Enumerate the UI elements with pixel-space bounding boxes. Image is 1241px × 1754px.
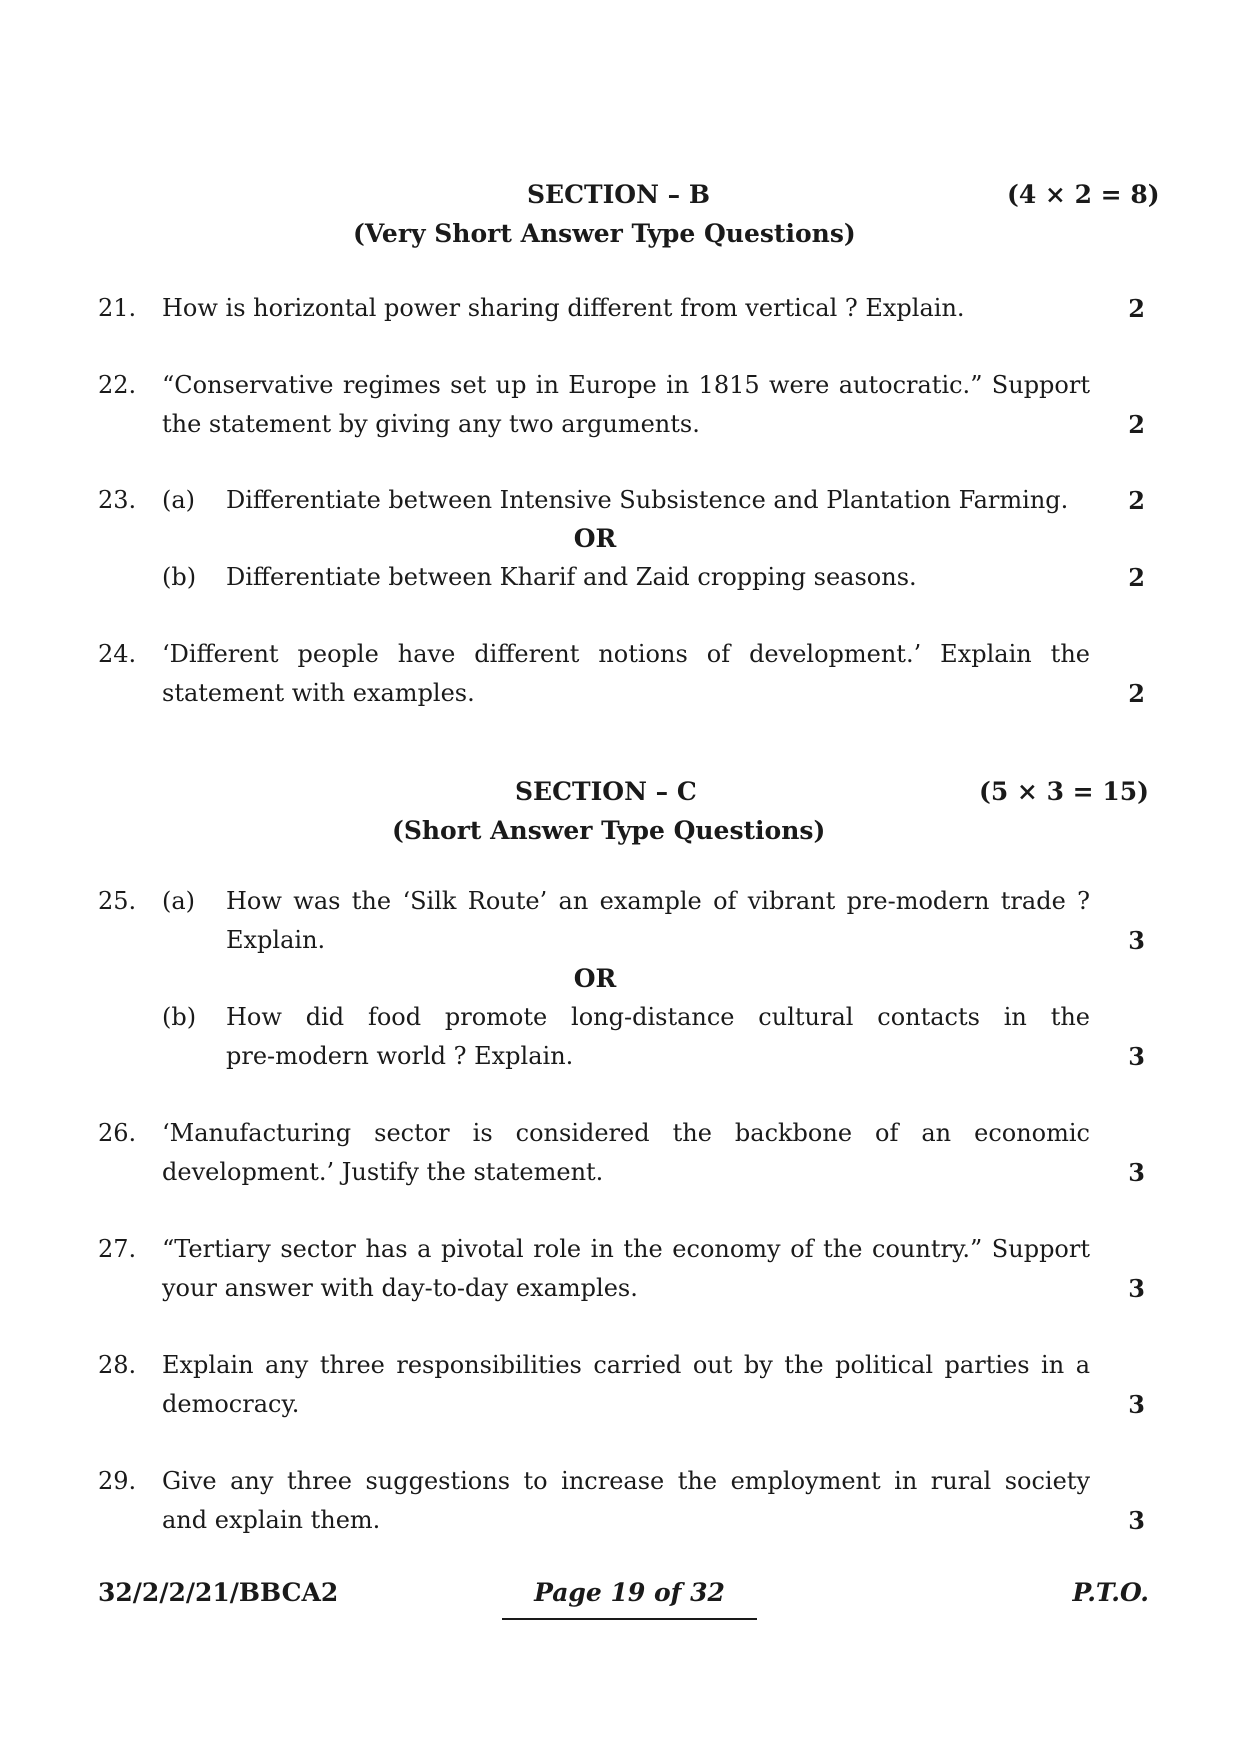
or-separator: OR [573,524,617,553]
question-line: the statement by giving any two arguments. [162,410,700,438]
section-b-subtitle: (Very Short Answer Type Questions) [353,219,856,248]
question-line: How did food promote long-distance cultural contacts in the [226,1003,1090,1031]
question-line: Explain any three responsibilities carried out by the political parties in a [162,1351,1090,1379]
question-number: 22. [98,371,137,399]
question-number: 28. [98,1351,137,1379]
option-b-marks: 3 [1128,1042,1145,1071]
option-b-marks: 2 [1128,563,1145,592]
question-line: statement with examples. [162,679,475,707]
question-marks: 3 [1128,1158,1145,1187]
question-number: 25. [98,887,137,915]
question-number: 23. [98,486,137,514]
option-a-marks: 3 [1128,926,1145,955]
paper-code: 32/2/2/21/BBCA2 [98,1578,339,1607]
page-number-underline [502,1618,757,1620]
question-number: 29. [98,1467,137,1495]
question-marks: 3 [1128,1506,1145,1535]
question-text [162,1114,1090,1192]
or-separator: OR [573,964,617,993]
section-b-marks: (4 × 2 = 8) [1007,180,1160,209]
option-a-text [226,882,1090,960]
option-b-label: (b) [162,563,197,591]
option-a-label: (a) [162,887,196,915]
question-line: ‘Different people have different notions of development.’ Explain the [162,640,1090,668]
question-line: ‘Manufacturing sector is considered the backbone of an economic [162,1119,1090,1147]
question-marks: 3 [1128,1274,1145,1303]
question-marks: 2 [1128,410,1145,439]
question-text [162,1230,1090,1308]
question-number: 27. [98,1235,137,1263]
question-text [162,635,1090,713]
question-line: and explain them. [162,1506,381,1534]
pto-label: P.T.O. [1072,1578,1149,1607]
section-c-subtitle: (Short Answer Type Questions) [392,816,826,845]
question-line: democracy. [162,1390,300,1418]
question-marks: 2 [1128,294,1145,323]
question-line: “Conservative regimes set up in Europe in 1815 were autocratic.” Support [162,371,1090,399]
question-line: pre-modern world ? Explain. [226,1042,574,1070]
option-a-label: (a) [162,486,196,514]
question-number: 21. [98,294,137,322]
section-c-title: SECTION – C [515,777,697,806]
question-line: your answer with day-to-day examples. [162,1274,638,1302]
question-line: How is horizontal power sharing different from vertical ? Explain. [162,294,965,322]
option-b-text [226,558,1090,597]
question-line: Give any three suggestions to increase the employment in rural society [162,1467,1090,1495]
option-a-marks: 2 [1128,486,1145,515]
section-b-title: SECTION – B [527,180,710,209]
page-footer [0,1578,1241,1618]
option-a-text [226,481,1090,520]
question-marks: 2 [1128,679,1145,708]
option-b-text [226,998,1090,1076]
question-text [162,366,1090,444]
question-line: development.’ Justify the statement. [162,1158,604,1186]
question-line: Differentiate between Kharif and Zaid cropping seasons. [226,563,917,591]
question-line: Explain. [226,926,326,954]
question-text [162,289,1090,328]
option-b-label: (b) [162,1003,197,1031]
section-c-marks: (5 × 3 = 15) [979,777,1149,806]
question-line: How was the ‘Silk Route’ an example of vibrant pre-modern trade ? [226,887,1090,915]
question-text [162,1462,1090,1540]
question-number: 24. [98,640,137,668]
page-number: Page 19 of 32 [534,1578,725,1607]
question-text [162,1346,1090,1424]
question-line: “Tertiary sector has a pivotal role in the economy of the country.” Support [162,1235,1090,1263]
question-line: Differentiate between Intensive Subsistence and Plantation Farming. [226,486,1069,514]
question-number: 26. [98,1119,137,1147]
question-marks: 3 [1128,1390,1145,1419]
